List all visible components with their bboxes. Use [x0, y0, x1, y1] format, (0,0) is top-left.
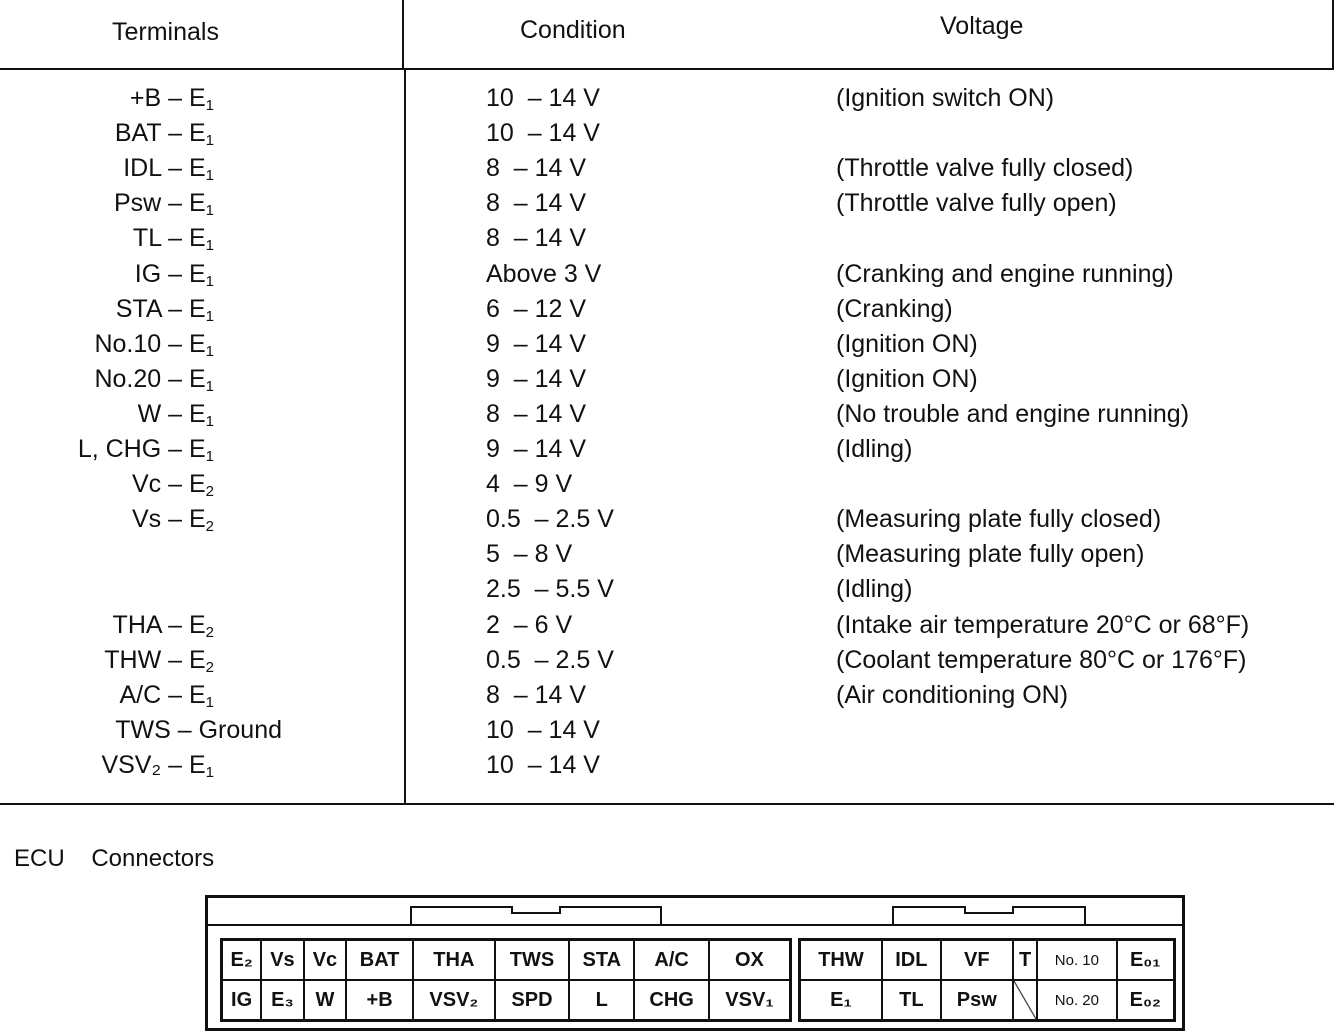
voltage-note: (Ignition ON)	[836, 364, 978, 393]
table-row	[0, 365, 1344, 400]
terminal-name: TWS	[115, 715, 171, 744]
terminal-ref-subscript: 1	[205, 237, 214, 255]
voltage-note: (Measuring plate fully open)	[836, 540, 1145, 569]
connector-pin: IG	[222, 980, 262, 1021]
voltage-note: (Cranking and engine running)	[836, 259, 1174, 288]
connector-pin: E₂	[222, 940, 262, 981]
terminal-pair: IG – $E_1$	[134, 259, 214, 290]
table-row	[0, 470, 1344, 505]
table-row	[0, 505, 1344, 540]
condition-value: 8 – 14 V	[486, 154, 587, 183]
condition-value: 10 – 14 V	[486, 84, 600, 112]
table-row	[0, 575, 1344, 610]
table-row	[0, 716, 1344, 751]
terminal-name: BAT	[114, 119, 162, 148]
condition-value: 8 – 14 V	[486, 189, 587, 218]
connector-pin: IDL	[882, 940, 941, 981]
right-edge	[1332, 0, 1334, 70]
table-row	[0, 435, 1344, 470]
terminal-name: Vc	[131, 470, 162, 499]
voltage-note: (Intake air temperature 20°C or 68°F)	[836, 610, 1250, 639]
terminal-ref-subscript: 2	[205, 658, 214, 676]
terminal-ref: E	[188, 399, 206, 428]
terminal-name: +B	[129, 84, 162, 112]
terminal-ref-subscript: 2	[205, 518, 214, 536]
table-row	[0, 189, 1344, 224]
table-row	[0, 154, 1344, 189]
voltage-note: (Idling)	[836, 575, 913, 604]
ecu-connector-diagram	[205, 895, 1185, 1031]
header-condition: Condition	[520, 16, 626, 44]
terminal-name: No.20	[94, 364, 162, 393]
terminal-ref-subscript: 1	[205, 763, 214, 781]
voltage-note: (Cranking)	[836, 294, 953, 323]
terminal-pair: $No.10 - E_1$	[94, 329, 214, 360]
table-row	[0, 330, 1344, 365]
table-row	[0, 646, 1344, 681]
connector-pin: TWS	[495, 940, 570, 981]
terminal-name: THW	[104, 645, 162, 674]
connector-pin: TL	[882, 980, 941, 1021]
terminal-ref-subscript: 2	[205, 483, 214, 501]
connector-pin: SPD	[495, 980, 570, 1021]
connector-pin: No. 10	[1037, 940, 1116, 981]
condition-value: 0.5 – 2.5 V	[486, 505, 614, 534]
connector-pin: Vs	[261, 940, 303, 981]
terminal-pair: $VSV_2 - E_1$	[101, 750, 214, 781]
terminal-ref-subscript: 1	[205, 97, 214, 114]
terminal-ref: E	[188, 680, 206, 709]
connector-pin-empty	[1013, 980, 1037, 1021]
connector-pin: BAT	[346, 940, 413, 981]
terminal-name: Psw	[113, 189, 162, 218]
table-row	[0, 84, 1344, 119]
table-row	[0, 611, 1344, 646]
voltage-note: (Idling)	[836, 435, 913, 463]
connector-pin: E₀₁	[1117, 940, 1175, 981]
terminal-ref: E	[188, 470, 206, 499]
table-row	[0, 751, 1344, 786]
connector-pin: VF	[941, 940, 1013, 981]
terminal-ref: E	[188, 224, 206, 253]
column-divider	[402, 0, 404, 70]
condition-value: 2 – 6 V	[486, 610, 573, 639]
terminal-ref-subscript: 1	[205, 342, 214, 360]
terminal-ref-subscript: 1	[205, 272, 214, 290]
terminal-ref: E	[188, 750, 206, 779]
terminal-name: VSV₂	[101, 750, 162, 779]
header-divider	[0, 68, 1334, 70]
table-row	[0, 119, 1344, 154]
connector-pin: A/C	[634, 940, 709, 981]
connector-pin: Psw	[941, 980, 1013, 1021]
terminal-ref-subscript: 1	[205, 693, 214, 711]
terminal-name: L, CHG	[77, 435, 162, 463]
terminal-ref: E	[188, 505, 206, 534]
voltage-note: (Measuring plate fully closed)	[836, 505, 1162, 534]
terminal-name: IG	[134, 259, 162, 288]
voltage-note: (No trouble and engine running)	[836, 399, 1190, 428]
terminal-ref: E	[188, 119, 206, 148]
terminal-pair: Psw – $E_1$	[113, 189, 214, 220]
voltage-note: (Ignition ON)	[836, 329, 978, 358]
connector-pin: E₁	[800, 980, 882, 1021]
terminal-ref: E	[188, 435, 206, 463]
connector-pin: W	[304, 980, 346, 1021]
connector-pin: T	[1013, 940, 1037, 981]
terminal-ref: E	[188, 84, 206, 112]
voltage-note: (Throttle valve fully open)	[836, 189, 1117, 218]
terminal-name: No.10	[94, 329, 162, 358]
condition-value: Above 3 V	[486, 259, 602, 288]
terminal-name: THA	[112, 610, 162, 639]
connector-edge	[208, 924, 1182, 926]
connector-pin: THA	[413, 940, 495, 981]
terminal-ref-subscript: 1	[205, 167, 214, 185]
terminal-pair: IDL – $E_1$	[123, 154, 214, 185]
terminal-ref-subscript: 1	[205, 307, 214, 325]
terminal-pair: BAT – $E_1$	[114, 119, 214, 150]
table-row	[0, 295, 1344, 330]
connector-pin: +B	[346, 980, 413, 1021]
terminal-name: W	[137, 399, 162, 428]
condition-value: 9 – 14 V	[486, 435, 587, 463]
terminal-ref: Ground	[198, 715, 282, 744]
terminal-ref: E	[188, 294, 206, 323]
terminal-ref-subscript: 1	[205, 132, 214, 150]
terminal-name: A/C	[119, 680, 162, 709]
terminal-ref: E	[188, 364, 206, 393]
connector-pin: THW	[800, 940, 882, 981]
terminal-ref: E	[188, 189, 206, 218]
connector-pin: STA	[569, 940, 634, 981]
terminal-ref-subscript: 1	[205, 412, 214, 430]
voltage-note: (Ignition switch ON)	[836, 84, 1055, 112]
terminal-name: IDL	[123, 154, 162, 183]
terminal-pair: L, CHG – $E_1$	[77, 435, 214, 465]
connector-pin: Vc	[304, 940, 346, 981]
terminal-ref-subscript: 1	[205, 202, 214, 220]
terminal-ref: E	[188, 645, 206, 674]
connector-pin: No. 20	[1037, 980, 1116, 1021]
condition-value: 10 – 14 V	[486, 119, 600, 148]
terminal-pair: STA – $E_1$	[115, 294, 214, 325]
terminal-ref: E	[188, 329, 206, 358]
table-bottom	[0, 803, 1334, 805]
terminal-name: Vs	[131, 505, 162, 534]
condition-value: 8 – 14 V	[486, 680, 587, 709]
connector-pin: E₀₂	[1117, 980, 1175, 1021]
terminal-pair: $No.20 - E_1$	[94, 364, 214, 395]
terminal-pair: THA – $E_2$	[112, 610, 214, 641]
connector-pin: VSV₁	[709, 980, 791, 1021]
ecu-connectors-title: ECU Connectors	[14, 845, 215, 872]
terminal-ref: E	[188, 610, 206, 639]
terminal-name: TL	[132, 224, 162, 253]
connector-pin: E₃	[261, 980, 303, 1021]
condition-value: 10 – 14 V	[486, 750, 600, 779]
condition-value: 8 – 14 V	[486, 399, 587, 428]
voltage-note: (Coolant temperature 80°C or 176°F)	[836, 645, 1247, 674]
terminal-ref-subscript: 1	[205, 377, 214, 395]
connector-pin: OX	[709, 940, 791, 981]
table-row	[0, 400, 1344, 435]
header-terminals: Terminals	[112, 18, 219, 46]
connector-right	[798, 938, 1176, 1022]
terminal-pair: $+B - E_1$	[129, 84, 214, 114]
connector-pin: L	[569, 980, 634, 1021]
condition-value: 9 – 14 V	[486, 329, 587, 358]
terminal-ref-subscript: 2	[205, 623, 214, 641]
table-row	[0, 540, 1344, 575]
terminal-pair: Vs – $E_2$	[131, 505, 214, 536]
condition-value: 0.5 – 2.5 V	[486, 645, 614, 674]
terminal-name: STA	[115, 294, 162, 323]
terminal-pair: TWS – Ground	[115, 715, 282, 744]
table-row	[0, 681, 1344, 716]
condition-value: 6 – 12 V	[486, 294, 587, 323]
voltage-note: (Throttle valve fully closed)	[836, 154, 1134, 183]
condition-value: 9 – 14 V	[486, 364, 587, 393]
condition-value: 10 – 14 V	[486, 715, 600, 744]
header-voltage: Voltage	[940, 12, 1024, 40]
terminal-pair: THW – $E_2$	[104, 645, 214, 676]
connector-pin: VSV₂	[413, 980, 495, 1021]
terminal-pair: W – $E_1$	[137, 399, 214, 430]
connector-latch-right	[892, 906, 1086, 924]
terminal-pair: $A/C - E_1$	[119, 680, 214, 711]
condition-value: 4 – 9 V	[486, 470, 573, 499]
connector-left	[220, 938, 792, 1022]
condition-value: 8 – 14 V	[486, 224, 587, 253]
terminal-pair: Vc – $E_2$	[131, 470, 214, 501]
table-row	[0, 224, 1344, 259]
table-row	[0, 260, 1344, 295]
terminal-ref-subscript: 1	[205, 448, 214, 465]
condition-value: 2.5 – 5.5 V	[486, 575, 614, 604]
terminal-ref: E	[188, 154, 206, 183]
connector-pin: CHG	[634, 980, 709, 1021]
terminal-pair: TL – $E_1$	[132, 224, 214, 255]
terminal-ref: E	[188, 259, 206, 288]
condition-value: 5 – 8 V	[486, 540, 573, 569]
connector-latch-left	[410, 906, 662, 924]
voltage-note: (Air conditioning ON)	[836, 680, 1069, 709]
